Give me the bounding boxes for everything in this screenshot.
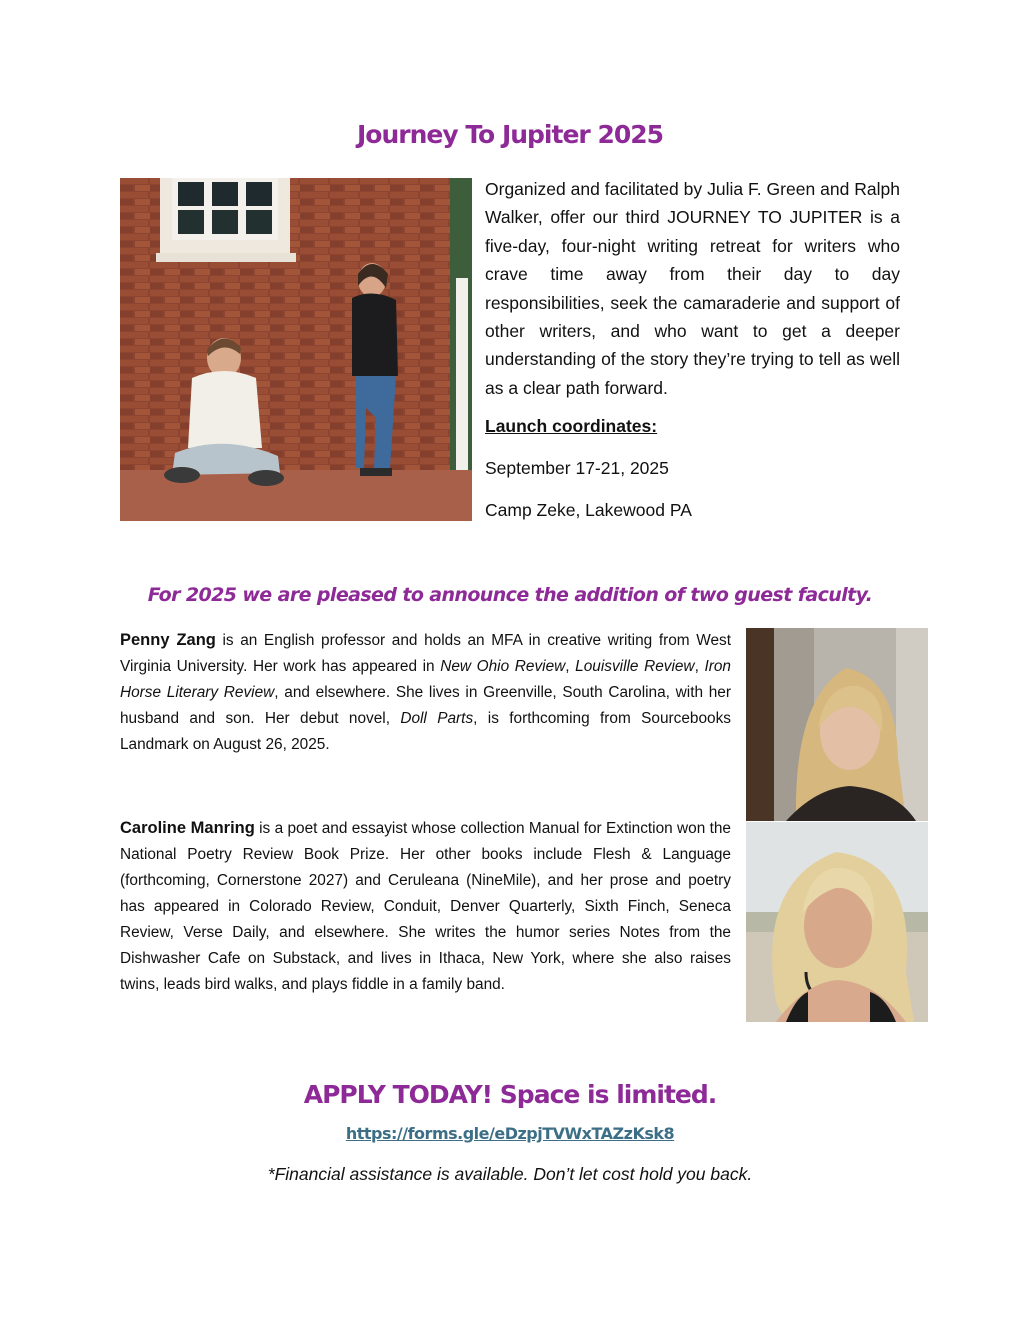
novel-title: Doll Parts [400,710,474,727]
bio-penny-zang [120,627,731,758]
launch-heading: Launch coordinates: [485,416,658,436]
publication-title: Louisville Review [575,658,695,675]
launch-dates: September 17-21, 2025 [485,458,669,478]
bio-text: , [694,658,705,675]
launch-location: Camp Zeke, Lakewood PA [485,500,692,520]
bio-text: is a poet and essayist whose collection Manual for Extinction won the National Poetry Review Book Prize. Her other books include Flesh & Language (forthcoming, Cornerstone 2027) and Ceruleana (NineMile), and her prose and poetry has appeared in Colorado Review, Conduit, Denver Quarterly, Sixth Finch, Seneca Review, Verse Daily, and elsewhere. She writes the humor series Notes from the Dishwasher Cafe on Substack, and lives in Ithaca, New York, where she also raises twins, leads bird walks, and plays fiddle in a family band. [120,820,731,993]
caroline-manring-photo [746,822,928,1022]
bio-text: is an English professor and holds an MFA in creative writing from West Virginia University. Her work has appeared in [120,632,731,675]
bio-text: , [565,658,576,675]
bio-text: , and elsewhere. She lives in Greenville, South Carolina, with her husband and son. Her debut novel, [120,684,731,727]
financial-assistance-note: *Financial assistance is available. Don’t let cost hold you back. [267,1164,753,1184]
page-title: Journey To Jupiter 2025 [356,120,664,149]
apply-heading: APPLY TODAY! Space is limited. [303,1080,717,1109]
faculty-name: Penny Zang [120,631,216,649]
bio-text: , is forthcoming from Sourcebooks Landmark on August 26, 2025. [120,710,731,753]
publication-title: New Ohio Review [440,658,566,675]
intro-paragraph: Organized and facilitated by Julia F. Green and Ralph Walker, offer our third JOURNEY TO JUPITER is a five-day, four-night writing retreat for writers who crave time away from their day to day responsibilities, seek the camaraderie and support of other writers, and who want to get a deeper understanding of the story they’re trying to tell as well as a clear path forward. [485,179,900,398]
publication-title: Iron Horse Literary Review [120,658,731,701]
application-form-link[interactable]: https://forms.gle/eDzpjTVWxTAZzKsk8 [345,1124,675,1143]
bio-caroline-manring [120,815,731,998]
organizers-photo [120,178,472,521]
penny-zang-photo [746,628,928,821]
faculty-announcement: For 2025 we are pleased to announce the addition of two guest faculty. [147,584,873,606]
faculty-name: Caroline Manring [120,819,255,837]
